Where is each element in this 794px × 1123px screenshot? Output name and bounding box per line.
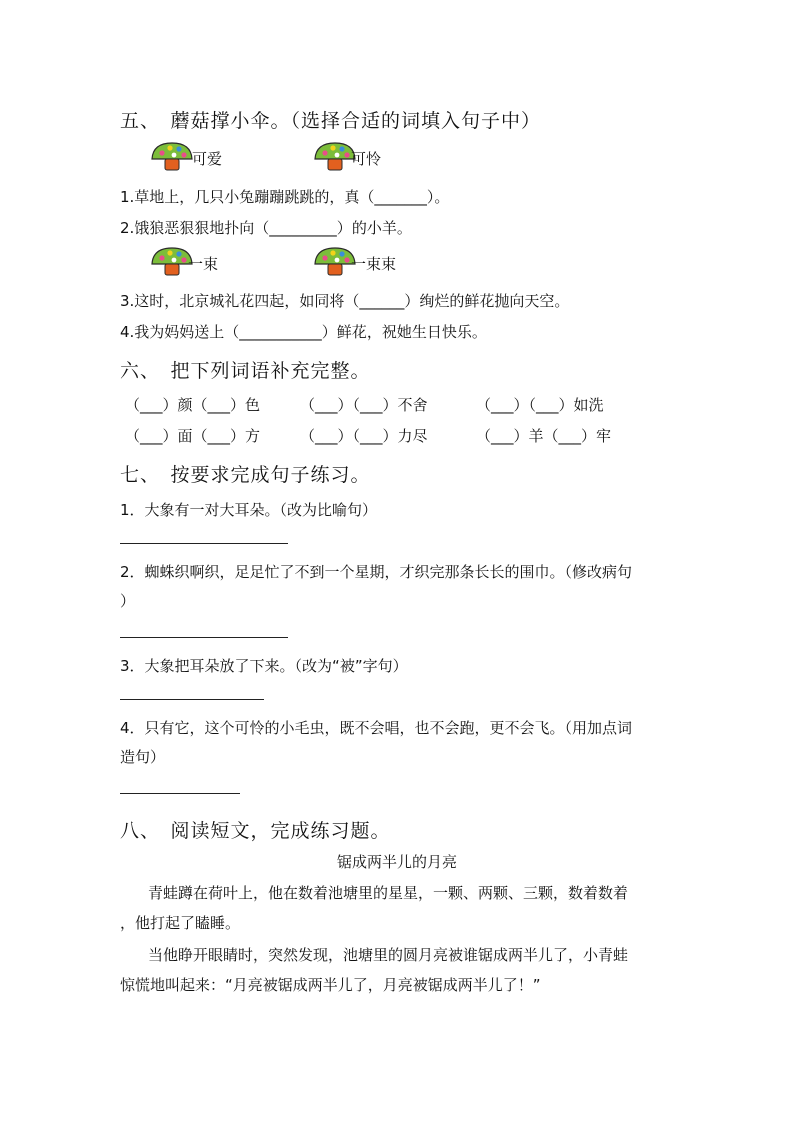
choice-kelian: 可怜 <box>351 150 382 168</box>
idiom-2-1: （___）面（___）方 <box>125 427 261 445</box>
question-5-3: 3.这时，北京城礼花四起，如同将（______）绚烂的鲜花抛向天空。 <box>120 292 570 310</box>
choice-yishushu: 一束束 <box>351 255 397 273</box>
answer-line <box>120 699 264 700</box>
question-5-4: 4.我为妈妈送上（___________）鲜花，祝她生日快乐。 <box>120 323 487 341</box>
section-5-heading: 五、 蘑菇撑小伞。（选择合适的词填入句子中） <box>120 110 542 132</box>
answer-line <box>120 793 240 794</box>
section-8-heading: 八、 阅读短文，完成练习题。 <box>120 820 391 842</box>
question-7-2: 2．蜘蛛织啊织，足足忙了不到一个星期，才织完那条长长的围巾。（修改病句 <box>120 563 633 581</box>
passage-paragraph-2: 当他睁开眼睛时，突然发现，池塘里的圆月亮被谁锯成两半儿了，小青蛙 <box>148 946 629 964</box>
idiom-2-3: （___）羊（___）牢 <box>476 427 612 445</box>
idiom-2-2: （___）（___）力尽 <box>300 427 428 445</box>
question-7-4: 4．只有它，这个可怜的小毛虫，既不会唱，也不会跑，更不会飞。（用加点词 <box>120 719 633 737</box>
passage-paragraph-1-cont: ，他打起了瞌睡。 <box>120 914 241 932</box>
question-7-1: 1．大象有一对大耳朵。（改为比喻句） <box>120 501 378 519</box>
passage-paragraph-1: 青蛙蹲在荷叶上，他在数着池塘里的星星，一颗、两颗、三颗，数着数着 <box>148 884 629 902</box>
question-7-4-cont: 造句） <box>120 748 166 766</box>
question-7-2-cont: ） <box>120 592 136 610</box>
question-7-3: 3．大象把耳朵放了下来。（改为“被”字句） <box>120 657 408 675</box>
idiom-1-3: （___）（___）如洗 <box>476 396 604 414</box>
section-7-heading: 七、 按要求完成句子练习。 <box>120 464 371 486</box>
section-6-heading: 六、 把下列词语补充完整。 <box>120 360 371 382</box>
choice-keai: 可爱 <box>192 150 223 168</box>
choice-yishu: 一束 <box>188 255 219 273</box>
passage-title: 锯成两半儿的月亮 <box>336 853 457 871</box>
idiom-1-1: （___）颜（___）色 <box>125 396 261 414</box>
idiom-1-2: （___）（___）不舍 <box>300 396 428 414</box>
question-5-2: 2.饿狼恶狠狠地扑向（_________）的小羊。 <box>120 219 412 237</box>
question-5-1: 1.草地上，几只小兔蹦蹦跳跳的，真（_______）。 <box>120 188 450 206</box>
answer-line <box>120 637 288 638</box>
mushroom-icon <box>150 141 194 171</box>
passage-paragraph-2-cont: 惊慌地叫起来：“月亮被锯成两半儿了，月亮被锯成两半儿了！” <box>120 976 541 994</box>
answer-line <box>120 543 288 544</box>
